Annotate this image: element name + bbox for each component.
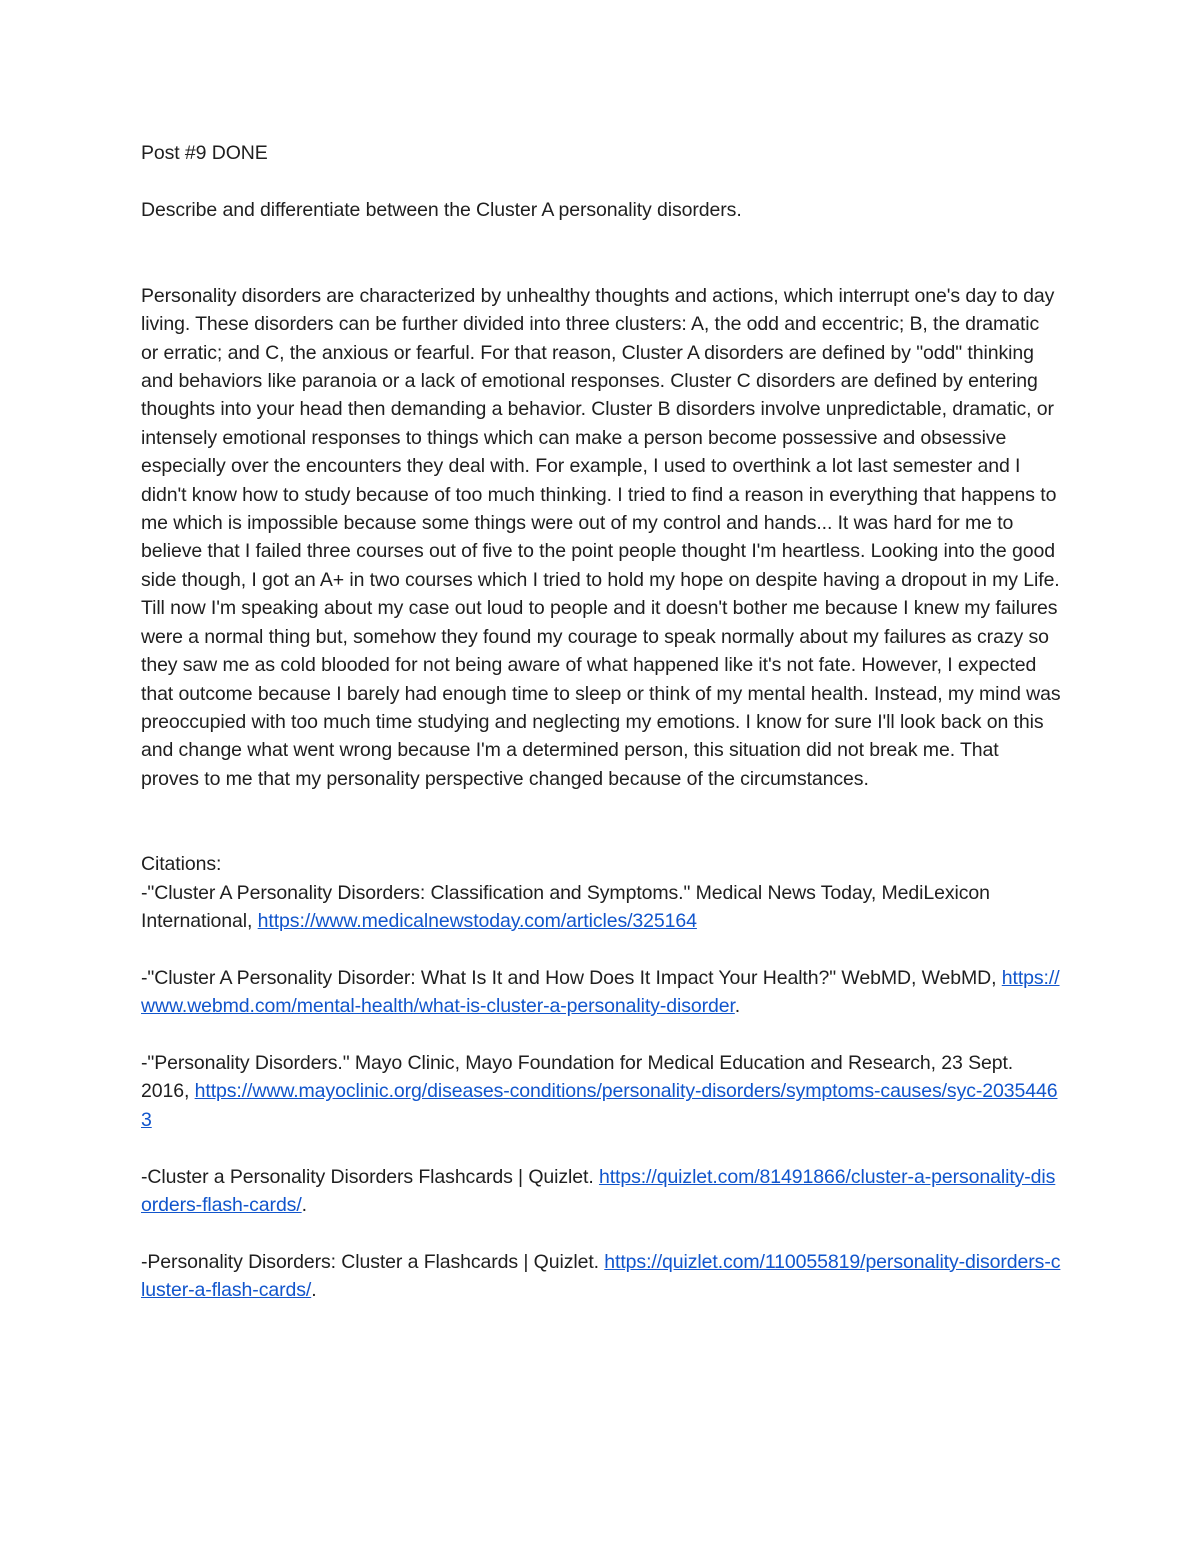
citation-suffix: . [301,1193,307,1216]
citation-text: -Personality Disorders: Cluster a Flashcards | Quizlet. [141,1250,605,1273]
citation-suffix: . [311,1279,317,1302]
citation-item [141,1248,1061,1305]
citation-item [141,964,1061,1021]
citation-suffix: . [734,995,741,1018]
citation-link[interactable]: https://quizlet.com/110055819/personality-disorders-cluster-a-flash-cards/ [141,1250,1061,1302]
post-title: Post #9 DONE [141,142,268,164]
discussion-prompt: Describe and differentiate between the Cluster A personality disorders. [141,199,742,222]
citations-heading: Citations: [141,853,222,876]
citation-text: -Cluster a Personality Disorders Flashcards | Quizlet. [141,1165,599,1188]
citation-link[interactable]: https://www.webmd.com/mental-health/what-is-cluster-a-personality-disorder [141,966,1060,1018]
citation-link[interactable]: https://quizlet.com/81491866/cluster-a-personality-disorders-flash-cards/ [141,1165,1056,1216]
citation-link[interactable]: https://www.mayoclinic.org/diseases-conditions/personality-disorders/symptoms-causes/syc-20354463 [141,1080,1058,1131]
citation-list [141,879,1061,1305]
citation-item [141,1049,1061,1134]
citation-text: -"Cluster A Personality Disorders: Classification and Symptoms." Medical News Today, MediLexicon International, [141,881,990,932]
citation-text: -"Personality Disorders." Mayo Clinic, Mayo Foundation for Medical Education and Research, 23 Sept. 2016, [141,1051,1014,1103]
citation-link[interactable]: https://www.medicalnewstoday.com/articles/325164 [257,909,697,932]
citation-text: -"Cluster A Personality Disorder: What Is It and How Does It Impact Your Health?" WebMD, WebMD, [141,966,1002,989]
document-content [141,139,1061,1305]
citation-item [141,1163,1061,1220]
body-paragraph: Personality disorders are characterized by unhealthy thoughts and actions, which interrupt one's day to day living. These disorders can be further divided into three clusters: A, the odd and eccentric; B, the dramatic or erratic; and C, the anxious or fearful. For that reason, Cluster A disorders are defined by "odd" thinking and behaviors like paranoia or a lack of emotional responses. Cluster C disorders are defined by entering thoughts into your head then demanding a behavior. Cluster B disorders involve unpredictable, dramatic, or intensely emotional responses to things which can make a person become possessive and obsessive especially over the encounters they deal with. For example, I used to overthink a lot last semester and I didn't know how to study because of too much thinking. I tried to find a reason in everything that happens to me which is impossible because some things were out of my control and hands... It was hard for me to believe that I failed three courses out of five to the point people thought I'm heartless. Looking into the good side though, I got an A+ in two courses which I tried to hold my hope on despite having a dropout in my Life. Till now I'm speaking about my case out loud to people and it doesn't bother me because I knew my failures were a normal thing but, somehow they found my courage to speak normally about my failures as crazy so they saw me as cold blooded for not being aware of what happened like it's not fate. However, I expected that outcome because I barely had enough time to sleep or think of my mental health. Instead, my mind was preoccupied with too much time studying and neglecting my emotions. I know for sure I'll look back on this and change what went wrong because I'm a determined person, this situation did not break me. That proves to me that my personality perspective changed because of the circumstances. [141,284,1061,790]
citation-item [141,879,1061,936]
